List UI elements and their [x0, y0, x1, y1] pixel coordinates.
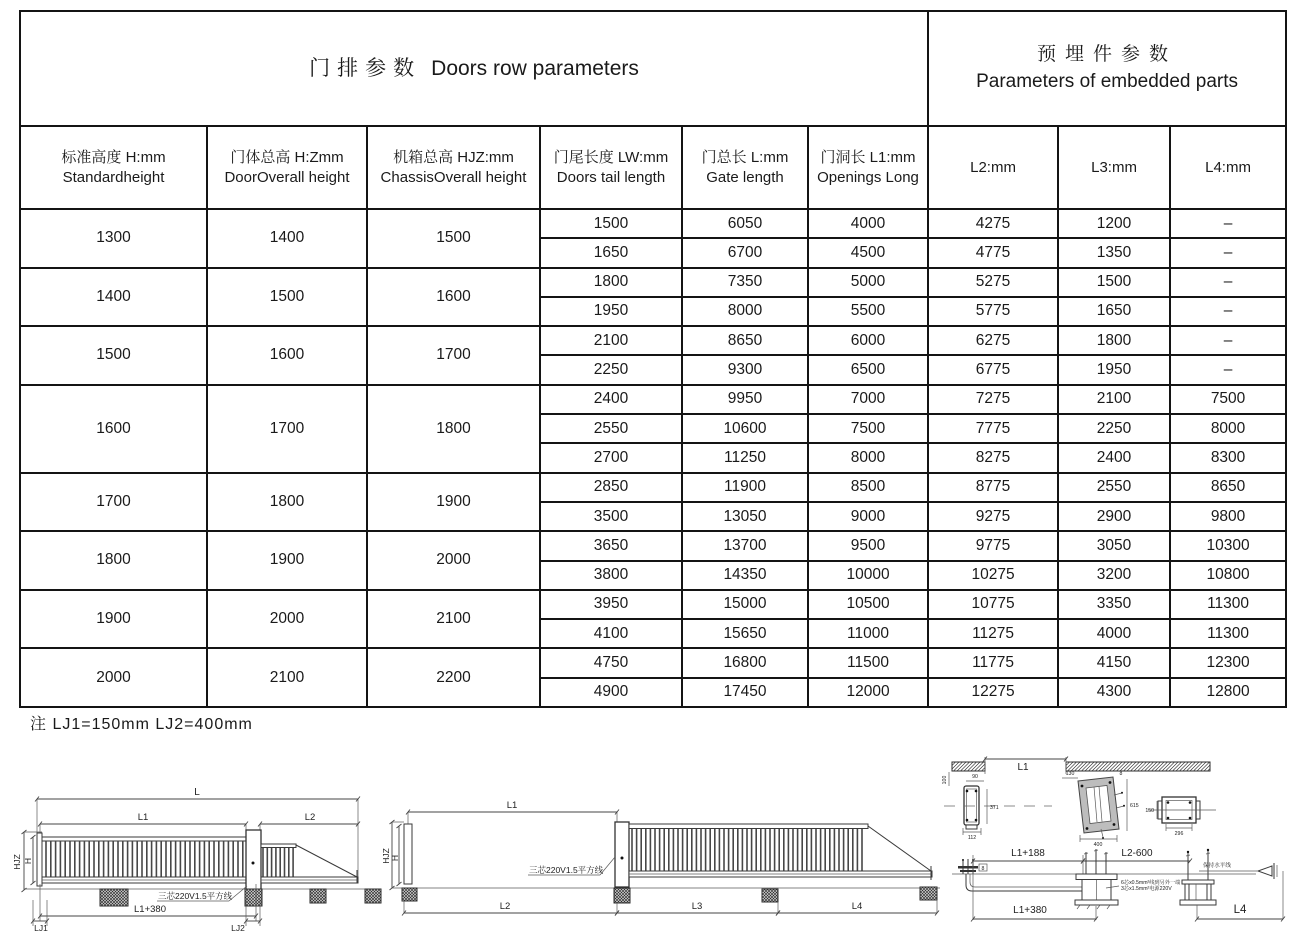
embedded-parts-details-drawing: [942, 757, 1285, 922]
guide-embed-detail: [942, 772, 1052, 841]
value-cell: 2400: [540, 385, 682, 414]
col-header-door-overall-height: 门体总高 H:Zmm DoorOverall height: [207, 126, 367, 209]
value-cell: 9500: [808, 531, 928, 560]
doors-row-parameters-title-cn: 门排参数: [309, 56, 422, 80]
value-cell: 4000: [808, 209, 928, 238]
value-cell: 1800: [540, 268, 682, 297]
merged-height-cell: 1900: [367, 473, 540, 532]
cable-label: 三芯220V1.5平方线: [529, 865, 604, 875]
wire-label-1: 6芯x0.5mm²线到另外一端: [1121, 880, 1181, 886]
table-row: [20, 268, 1286, 297]
svg-text:8: 8: [1119, 771, 1123, 777]
drive-unit-post: [246, 830, 261, 891]
value-cell: 1950: [1058, 355, 1170, 384]
merged-height-cell: 1500: [367, 209, 540, 268]
value-cell: 3200: [1058, 561, 1170, 590]
wall-hatch: [1066, 762, 1210, 771]
value-cell: 4000: [1058, 619, 1170, 648]
svg-text:615: 615: [1130, 803, 1139, 809]
value-cell: 5500: [808, 297, 928, 326]
value-cell: 10800: [1170, 561, 1286, 590]
value-cell: 3650: [540, 531, 682, 560]
table-row: [20, 385, 1286, 414]
value-cell: 10775: [928, 590, 1058, 619]
value-cell: 4900: [540, 678, 682, 707]
cable-label: 三芯220V1.5平方线: [158, 891, 233, 901]
merged-height-cell: 1700: [20, 473, 207, 532]
table-body: [20, 209, 1286, 707]
table-title-row: [20, 11, 1286, 126]
column-header-row: [20, 126, 1286, 209]
svg-text:296: 296: [1174, 831, 1184, 837]
svg-text:150: 150: [1145, 808, 1154, 814]
value-cell: 3500: [540, 502, 682, 531]
value-cell: 5275: [928, 268, 1058, 297]
value-cell: 12275: [928, 678, 1058, 707]
value-cell: 2100: [1058, 385, 1170, 414]
col-header-openings-long: 门洞长 L1:mm Openings Long: [808, 126, 928, 209]
dim-l4-label: L4: [1233, 904, 1247, 916]
wire-label-2: 3芯x1.5mm²电源220V: [1121, 886, 1172, 892]
value-cell: 1500: [540, 209, 682, 238]
value-cell: 9300: [682, 355, 808, 384]
foundation-block: [402, 888, 417, 901]
embedded-parts-title-en: Parameters of embedded parts: [976, 70, 1239, 92]
value-cell: 7000: [808, 385, 928, 414]
merged-height-cell: 1300: [20, 209, 207, 268]
receiver-post: [404, 824, 412, 884]
value-cell: 2900: [1058, 502, 1170, 531]
svg-text:371: 371: [990, 805, 999, 811]
table-row: [20, 209, 1286, 238]
value-cell: 2850: [540, 473, 682, 502]
dim-h-label: H: [23, 857, 33, 865]
value-cell: 8500: [808, 473, 928, 502]
foundation-block: [920, 887, 937, 900]
value-cell: 16800: [682, 648, 808, 677]
embedded-parts-title: [928, 11, 1286, 126]
value-cell: 8000: [808, 443, 928, 472]
col-header-doors-tail-length: 门尾长度 LW:mm Doors tail length: [540, 126, 682, 209]
merged-height-cell: 1700: [207, 385, 367, 473]
merged-height-cell: 1800: [20, 531, 207, 590]
value-cell: 2250: [540, 355, 682, 384]
tail-pickets: [263, 848, 293, 877]
embedded-parts-title-cn: 预埋件参数: [1037, 43, 1178, 65]
value-cell: 3050: [1058, 531, 1170, 560]
value-cell: –: [1170, 238, 1286, 267]
value-cell: 11000: [808, 619, 928, 648]
receiver-post: [37, 833, 42, 886]
value-cell: 6775: [928, 355, 1058, 384]
value-cell: 10000: [808, 561, 928, 590]
value-cell: –: [1170, 326, 1286, 355]
value-cell: 11775: [928, 648, 1058, 677]
technical-drawings: [0, 750, 1302, 947]
dim-l2-label: L2: [304, 812, 316, 823]
value-cell: 9000: [808, 502, 928, 531]
value-cell: –: [1170, 209, 1286, 238]
col-header-standard-height: 标准高度 H:mm Standardheight: [20, 126, 207, 209]
merged-height-cell: 1400: [207, 209, 367, 268]
value-cell: 9275: [928, 502, 1058, 531]
value-cell: 13050: [682, 502, 808, 531]
dim-l-label: L: [194, 787, 200, 798]
value-cell: 6700: [682, 238, 808, 267]
col-header-gate-length: 门总长 L:mm Gate length: [682, 126, 808, 209]
merged-height-cell: 2200: [367, 648, 540, 707]
dim-h-label: H: [390, 854, 400, 862]
merged-height-cell: 2100: [207, 648, 367, 707]
foundation-block: [100, 889, 128, 906]
value-cell: 10300: [1170, 531, 1286, 560]
value-cell: 13700: [682, 531, 808, 560]
table-row: [20, 326, 1286, 355]
value-cell: 2250: [1058, 414, 1170, 443]
value-cell: 9800: [1170, 502, 1286, 531]
svg-text:130: 130: [1065, 771, 1075, 777]
dim-hjz-label: HJZ: [12, 854, 22, 870]
value-cell: 1350: [1058, 238, 1170, 267]
value-cell: 11250: [682, 443, 808, 472]
value-cell: 8650: [682, 326, 808, 355]
note-line: 注 LJ1=150mm LJ2=400mm: [30, 716, 253, 733]
foundation-block: [614, 888, 630, 903]
value-cell: 11500: [808, 648, 928, 677]
value-cell: 4775: [928, 238, 1058, 267]
parameters-table: [19, 10, 1287, 708]
dim-hjz-label: HJZ: [381, 848, 391, 864]
value-cell: 4300: [1058, 678, 1170, 707]
svg-text:100: 100: [942, 775, 948, 785]
col-header-l2: L2:mm: [928, 126, 1058, 209]
merged-height-cell: 1800: [367, 385, 540, 473]
value-cell: 11900: [682, 473, 808, 502]
gate-top-rail: [42, 837, 246, 841]
merged-height-cell: 1600: [20, 385, 207, 473]
value-cell: 5775: [928, 297, 1058, 326]
value-cell: 15650: [682, 619, 808, 648]
table-row: [20, 648, 1286, 677]
value-cell: –: [1170, 268, 1286, 297]
level-flag-icon: [1258, 866, 1272, 876]
value-cell: 2550: [1058, 473, 1170, 502]
svg-text:400: 400: [1093, 842, 1103, 848]
doors-row-parameters-title: [20, 11, 928, 126]
merged-height-cell: 1800: [207, 473, 367, 532]
svg-text:8: 8: [981, 866, 985, 872]
value-cell: 10500: [808, 590, 928, 619]
table-row: [20, 473, 1286, 502]
value-cell: 8000: [682, 297, 808, 326]
foundation-block: [245, 889, 262, 906]
value-cell: –: [1170, 355, 1286, 384]
value-cell: 6050: [682, 209, 808, 238]
wall-hatch: [952, 762, 985, 771]
dim-l2-minus-600-label: L2-600: [1121, 848, 1153, 859]
gate-pickets: [46, 841, 243, 877]
foundation-block: [310, 889, 326, 903]
value-cell: 11300: [1170, 619, 1286, 648]
gate-open-drawing: [381, 800, 940, 916]
value-cell: 2700: [540, 443, 682, 472]
value-cell: 7275: [928, 385, 1058, 414]
merged-height-cell: 1500: [207, 268, 367, 327]
merged-height-cell: 1700: [367, 326, 540, 385]
value-cell: 1950: [540, 297, 682, 326]
value-cell: 9775: [928, 531, 1058, 560]
value-cell: 2550: [540, 414, 682, 443]
tail-top-bar: [261, 844, 296, 848]
dim-l3-label: L3: [691, 901, 703, 912]
gate-pickets: [632, 829, 862, 871]
value-cell: 7500: [808, 414, 928, 443]
value-cell: 1650: [540, 238, 682, 267]
value-cell: 12000: [808, 678, 928, 707]
svg-text:112: 112: [967, 835, 977, 841]
gate-top-rail: [629, 824, 868, 829]
col-header-chassis-overall-height: 机箱总高 HJZ:mm ChassisOverall height: [367, 126, 540, 209]
value-cell: 4750: [540, 648, 682, 677]
merged-height-cell: 2000: [20, 648, 207, 707]
merged-height-cell: 1600: [367, 268, 540, 327]
table-row: [20, 531, 1286, 560]
value-cell: 10275: [928, 561, 1058, 590]
value-cell: –: [1170, 297, 1286, 326]
col-header-l4: L4:mm: [1170, 126, 1286, 209]
doors-row-parameters-title-en: Doors row parameters: [431, 56, 639, 80]
merged-height-cell: 1500: [20, 326, 207, 385]
merged-height-cell: 2100: [367, 590, 540, 649]
foundation-section: [952, 848, 1285, 922]
drive-unit-post: [615, 822, 629, 887]
dim-lj1-label: LJ1: [34, 923, 48, 933]
col-header-l3: L3:mm: [1058, 126, 1170, 209]
value-cell: 9950: [682, 385, 808, 414]
value-cell: 7350: [682, 268, 808, 297]
value-cell: 6500: [808, 355, 928, 384]
value-cell: 4500: [808, 238, 928, 267]
foundation-block: [365, 889, 381, 903]
merged-height-cell: 2000: [367, 531, 540, 590]
dim-l1-label: L1: [506, 800, 518, 811]
value-cell: 3350: [1058, 590, 1170, 619]
value-cell: 15000: [682, 590, 808, 619]
value-cell: 11300: [1170, 590, 1286, 619]
value-cell: 14350: [682, 561, 808, 590]
chassis-embed-detail: [1062, 771, 1139, 848]
dim-l1-plus-380-label: L1+380: [1013, 905, 1047, 916]
value-cell: 5000: [808, 268, 928, 297]
merged-height-cell: 2000: [207, 590, 367, 649]
merged-height-cell: 1900: [20, 590, 207, 649]
value-cell: 6275: [928, 326, 1058, 355]
svg-text:90: 90: [972, 774, 978, 780]
dim-l4-label: L4: [851, 901, 863, 912]
dim-l1-label: L1: [137, 812, 149, 823]
value-cell: 1800: [1058, 326, 1170, 355]
value-cell: 12800: [1170, 678, 1286, 707]
value-cell: 2400: [1058, 443, 1170, 472]
table-row: [20, 590, 1286, 619]
merged-height-cell: 1600: [207, 326, 367, 385]
value-cell: 12300: [1170, 648, 1286, 677]
value-cell: 11275: [928, 619, 1058, 648]
value-cell: 7500: [1170, 385, 1286, 414]
dim-lj2-label: LJ2: [231, 923, 245, 933]
dim-l1-label: L1: [1017, 762, 1029, 773]
value-cell: 3800: [540, 561, 682, 590]
foundation-block: [762, 889, 778, 902]
frame-embed-detail: [1145, 797, 1216, 837]
dim-l1-plus-188-label: L1+188: [1011, 848, 1045, 859]
value-cell: 8775: [928, 473, 1058, 502]
merged-height-cell: 1400: [20, 268, 207, 327]
merged-height-cell: 1900: [207, 531, 367, 590]
value-cell: 10600: [682, 414, 808, 443]
value-cell: 8300: [1170, 443, 1286, 472]
value-cell: 8650: [1170, 473, 1286, 502]
value-cell: 8275: [928, 443, 1058, 472]
value-cell: 8000: [1170, 414, 1286, 443]
value-cell: 7775: [928, 414, 1058, 443]
value-cell: 1200: [1058, 209, 1170, 238]
value-cell: 3950: [540, 590, 682, 619]
value-cell: 1500: [1058, 268, 1170, 297]
value-cell: 2100: [540, 326, 682, 355]
value-cell: 4275: [928, 209, 1058, 238]
level-label: 保持水平线: [1203, 863, 1231, 869]
value-cell: 1650: [1058, 297, 1170, 326]
value-cell: 4100: [540, 619, 682, 648]
value-cell: 17450: [682, 678, 808, 707]
value-cell: 6000: [808, 326, 928, 355]
dim-l1-plus-380-label: L1+380: [134, 904, 166, 915]
gate-closed-drawing: [12, 787, 381, 933]
dim-l2-label: L2: [499, 901, 511, 912]
value-cell: 4150: [1058, 648, 1170, 677]
